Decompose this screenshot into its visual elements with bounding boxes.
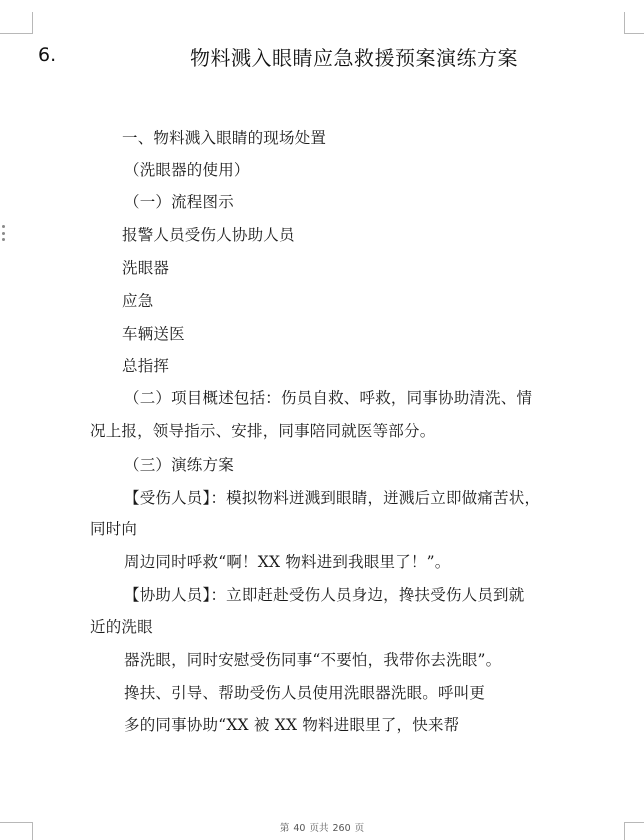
crop-mark [624, 33, 644, 34]
body-line: 近的洗眼 [90, 618, 153, 636]
body-line: 总指挥 [122, 357, 170, 375]
crop-mark [624, 12, 625, 34]
body-line: 报警人员受伤人协助人员 [122, 226, 295, 244]
crop-mark [32, 12, 33, 34]
body-line: 器洗眼，同时安慰受伤同事“不要怕，我带你去洗眼”。 [124, 651, 502, 669]
body-line: 洗眼器 [122, 259, 170, 277]
drag-handle-icon[interactable] [2, 225, 6, 241]
footer-middle: 页共 [309, 823, 329, 834]
footer-suffix: 页 [354, 823, 365, 834]
body-line: 多的同事协助“XX 被 XX 物料进眼里了，快来帮 [124, 716, 460, 734]
body-line: （洗眼器的使用） [124, 161, 250, 179]
total-page-number: 260 [332, 823, 351, 834]
heading-number: 6. [38, 44, 57, 66]
body-line: 搀扶、引导、帮助受伤人员使用洗眼器洗眼。呼叫更 [124, 684, 486, 702]
body-line: 应急 [122, 292, 154, 310]
crop-mark [0, 33, 32, 34]
body-line: 车辆送医 [122, 325, 185, 343]
section-heading: 一、物料溅入眼睛的现场处置 [122, 129, 327, 147]
current-page-number: 40 [293, 823, 306, 834]
subsection-heading: （一）流程图示 [124, 193, 234, 211]
subsection-heading: （三）演练方案 [124, 456, 234, 474]
body-line: 同时向 [90, 520, 138, 538]
body-line: 周边同时呼救“啊！XX 物料进到我眼里了！”。 [124, 553, 451, 571]
body-line: （二）项目概述包括：伤员自救、呼救，同事协助清洗、情 [124, 389, 533, 407]
body-line: 况上报，领导指示、安排，同事陪同就医等部分。 [90, 422, 436, 440]
body-line: 【协助人员】：立即赶赴受伤人员身边，搀扶受伤人员到就 [124, 586, 525, 604]
heading-title: 物料溅入眼睛应急救援预案演练方案 [190, 46, 518, 70]
page-footer [0, 820, 644, 834]
body-line: 【受伤人员】：模拟物料迸溅到眼睛，迸溅后立即做痛苦状， [124, 489, 541, 507]
footer-prefix: 第 [279, 823, 290, 834]
